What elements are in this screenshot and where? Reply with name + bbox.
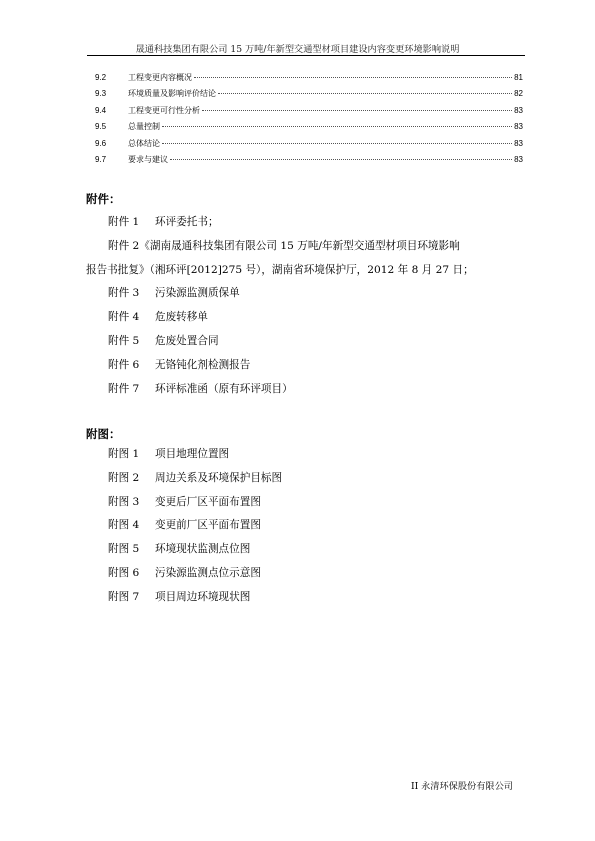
page-footer: II 永清环保股份有限公司: [410, 781, 513, 792]
figure-item: [86, 538, 526, 562]
figure-item: [86, 491, 526, 515]
toc-entry[interactable]: [95, 138, 523, 154]
attachment-text-line2: 报告书批复》（湘环评[2012]275 号），湖南省环境保护厅，2012 年 8 月 27 日；: [86, 263, 474, 276]
attachment-label: 附件 5: [108, 334, 140, 347]
figure-label: 附图 1: [108, 448, 140, 460]
toc-title: 总体结论: [128, 138, 160, 148]
toc-entry[interactable]: [95, 154, 523, 170]
attachments-list: [86, 211, 526, 401]
attachment-text: 危废处置合同: [155, 334, 219, 347]
attachment-text: 污染源监测质保单: [155, 287, 240, 300]
figure-text: 变更前厂区平面布置图: [155, 519, 261, 532]
figure-label: 附图 2: [108, 471, 140, 484]
toc-page-number: 81: [514, 73, 523, 82]
toc-leader-dots: [170, 159, 512, 160]
toc-title: 工程变更可行性分析: [128, 105, 200, 115]
toc-page-number: 83: [514, 138, 523, 148]
toc-number: 9.5: [95, 122, 107, 132]
attachment-item: [86, 354, 526, 378]
figure-label: 附图 7: [108, 590, 140, 603]
attachment-item: [86, 330, 526, 354]
toc-leader-dots: [194, 77, 512, 78]
toc-number: 9.2: [95, 73, 107, 82]
figure-text: 环境现状监测点位图: [155, 543, 251, 556]
figure-item: [86, 443, 526, 467]
toc-leader-dots: [162, 126, 512, 127]
toc-page-number: 83: [514, 105, 523, 115]
attachment-text: 环评标准函（原有环评项目）: [155, 382, 293, 395]
toc-entry[interactable]: [95, 72, 523, 88]
figure-item: [86, 586, 526, 610]
figure-item: [86, 514, 526, 538]
figure-text: 污染源监测点位示意图: [155, 566, 261, 579]
toc-number: 9.3: [95, 89, 107, 99]
figure-text: 变更后厂区平面布置图: [155, 495, 261, 508]
attachment-label: 附件 4: [108, 311, 140, 324]
figure-label: 附图 3: [108, 495, 140, 508]
figures-heading: 附图：: [86, 427, 121, 441]
attachment-text: 环评委托书；: [155, 216, 219, 228]
attachment-item: [86, 306, 526, 330]
attachment-item: [86, 211, 526, 235]
toc-page-number: 82: [514, 89, 523, 99]
toc-number: 9.6: [95, 138, 107, 148]
page-header-title: 晟通科技集团有限公司 15 万吨/年新型交通型材项目建设内容变更环境影响说明: [135, 44, 460, 55]
attachment-item: [86, 282, 526, 306]
toc-title: 总量控制: [128, 122, 160, 132]
toc-leader-dots: [202, 110, 512, 111]
figure-text: 项目地理位置图: [155, 448, 230, 460]
toc-page-number: 83: [514, 122, 523, 132]
attachment-label: 附件 2: [108, 239, 140, 252]
toc-number: 9.4: [95, 105, 107, 115]
toc-number: 9.7: [95, 154, 107, 164]
attachment-text: 无铬钝化剂检测报告: [155, 358, 251, 371]
toc-title: 环境质量及影响评价结论: [128, 89, 216, 99]
attachment-item: [86, 378, 526, 402]
header-divider: [87, 55, 525, 56]
figure-label: 附图 6: [108, 566, 140, 579]
toc-title: 工程变更内容概况: [128, 73, 192, 82]
toc-title: 要求与建议: [128, 154, 168, 164]
attachments-heading: 附件：: [86, 192, 121, 206]
figure-item: [86, 562, 526, 586]
toc-entry[interactable]: [95, 121, 523, 137]
attachment-text-line1: 《湖南晟通科技集团有限公司 15 万吨/年新型交通型材项目环境影响: [139, 239, 460, 252]
toc-entry[interactable]: [95, 88, 523, 104]
attachment-text: 危废转移单: [155, 311, 208, 324]
attachment-label: 附件 1: [108, 216, 140, 228]
attachment-item: [86, 235, 526, 259]
attachment-label: 附件 7: [108, 382, 140, 395]
figure-item: [86, 467, 526, 491]
figure-label: 附图 4: [108, 519, 140, 532]
table-of-contents: [95, 72, 523, 170]
figures-list: [86, 443, 526, 610]
figure-label: 附图 5: [108, 543, 140, 556]
figure-text: 周边关系及环境保护目标图: [155, 471, 283, 484]
attachment-label: 附件 6: [108, 358, 140, 371]
figure-text: 项目周边环境现状图: [155, 590, 251, 603]
attachment-label: 附件 3: [108, 287, 140, 300]
toc-leader-dots: [218, 93, 512, 94]
toc-entry[interactable]: [95, 105, 523, 121]
toc-page-number: 83: [514, 154, 523, 164]
toc-leader-dots: [162, 143, 512, 144]
